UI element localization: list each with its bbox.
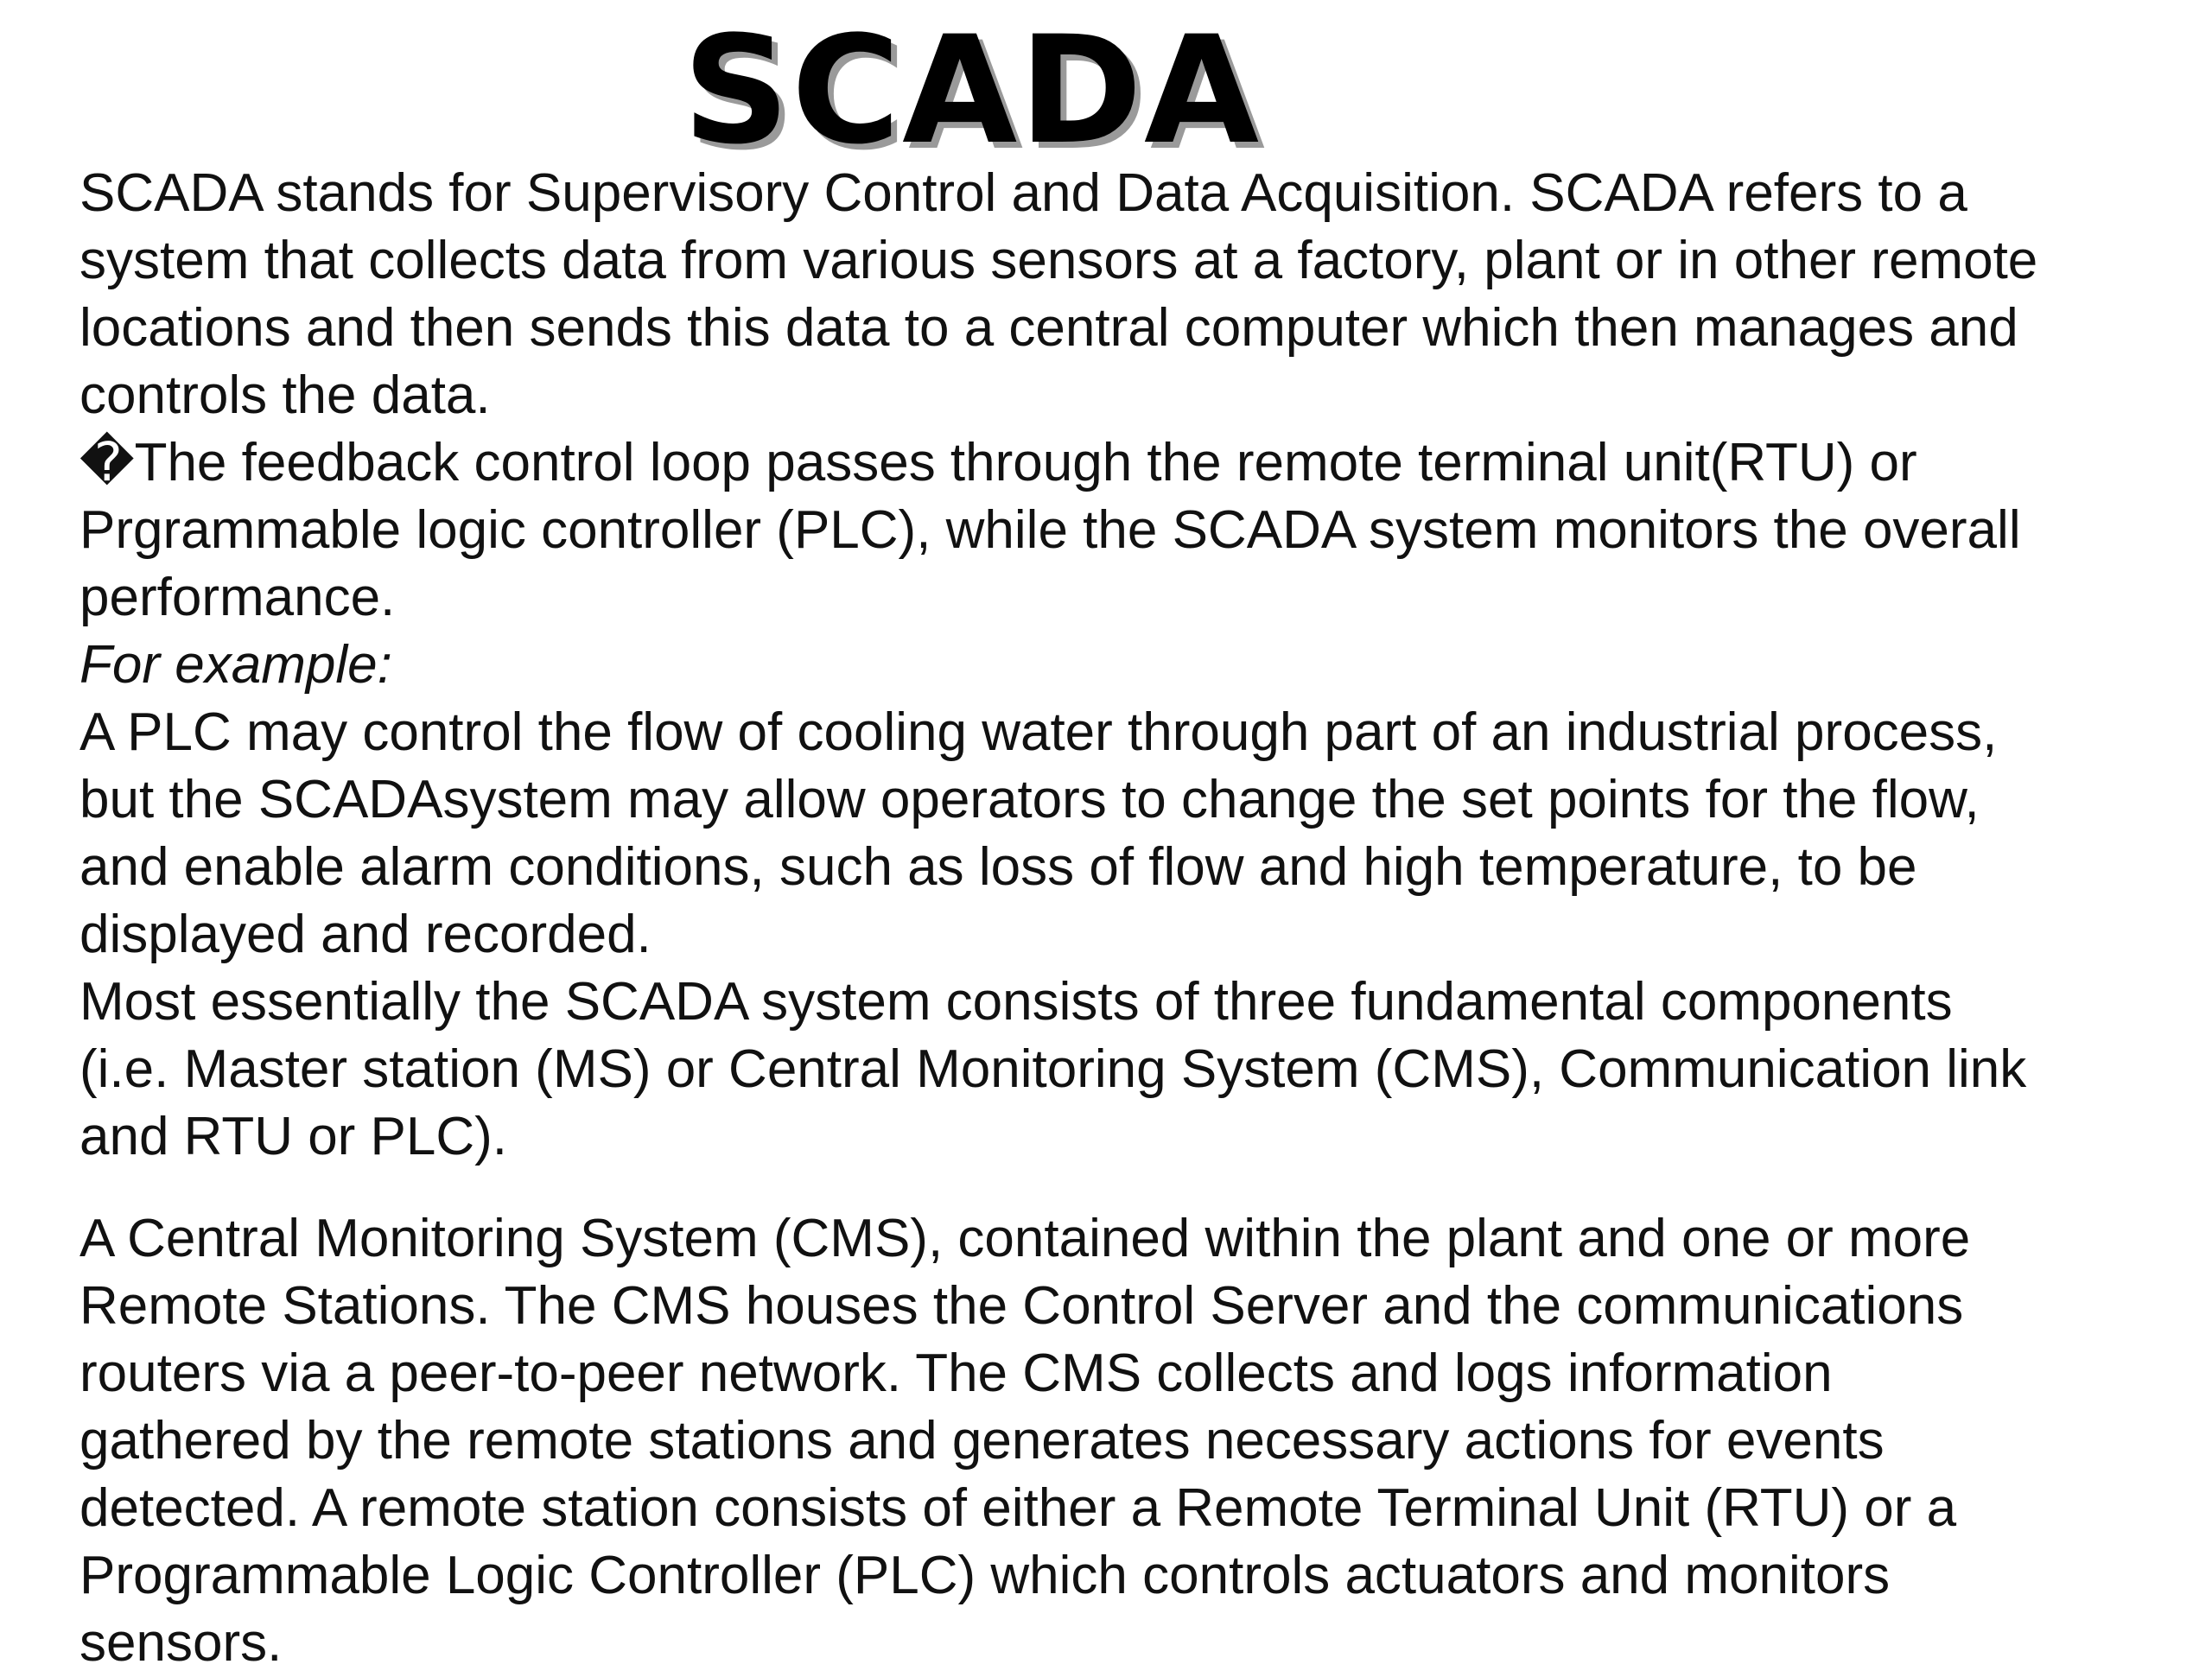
text-line: and enable alarm conditions, such as loss of flow and high temperature, to be	[79, 837, 1917, 897]
paragraph-example	[79, 699, 2179, 969]
text-line: performance.	[79, 568, 396, 627]
text-line: Programmable Logic Controller (PLC) which controls actuators and monitors	[79, 1546, 1891, 1605]
text-line: (i.e. Master station (MS) or Central Monitoring System (CMS), Communication link	[79, 1039, 2027, 1099]
text-line: detected. A remote station consists of either a Remote Terminal Unit (RTU) or a	[79, 1478, 1957, 1538]
paragraph-cms	[79, 1205, 2179, 1677]
text-line: but the SCADAsystem may allow operators to change the set points for the flow,	[79, 770, 1980, 829]
text-line: controls the data.	[79, 365, 491, 425]
slide-title: SCADA	[683, 3, 1262, 177]
text-line: system that collects data from various sensors at a factory, plant or in other remote	[79, 231, 2038, 290]
slide-body	[79, 160, 2179, 1677]
text-line: A Central Monitoring System (CMS), contained within the plant and one or more	[79, 1209, 1971, 1268]
text-line: gathered by the remote stations and generates necessary actions for events	[79, 1411, 1885, 1471]
text-line: �The feedback control loop passes through the remote terminal unit(RTU) or	[79, 433, 1917, 492]
text-line: Prgrammable logic controller (PLC), while the SCADA system monitors the overall	[79, 500, 2021, 560]
text-line: displayed and recorded.	[79, 905, 652, 964]
paragraph-definition	[79, 160, 2179, 429]
text-line: locations and then sends this data to a central computer which then manages and	[79, 298, 2018, 358]
text-line: routers via a peer-to-peer network. The CMS collects and logs information	[79, 1344, 1833, 1403]
text-line: SCADA stands for Supervisory Control and Data Acquisition. SCADA refers to a	[79, 163, 1967, 223]
text-line: Remote Stations. The CMS houses the Control Server and the communications	[79, 1276, 1964, 1336]
text-line: sensors.	[79, 1613, 283, 1673]
example-label: For example:	[79, 635, 392, 695]
text-line: A PLC may control the flow of cooling water through part of an industrial process,	[79, 702, 1998, 762]
text-line: and RTU or PLC).	[79, 1107, 508, 1166]
paragraph-components	[79, 969, 2179, 1171]
paragraph-spacer	[79, 1171, 2179, 1205]
paragraph-feedback-loop	[79, 429, 2179, 632]
text-line: Most essentially the SCADA system consists of three fundamental components	[79, 972, 1953, 1032]
